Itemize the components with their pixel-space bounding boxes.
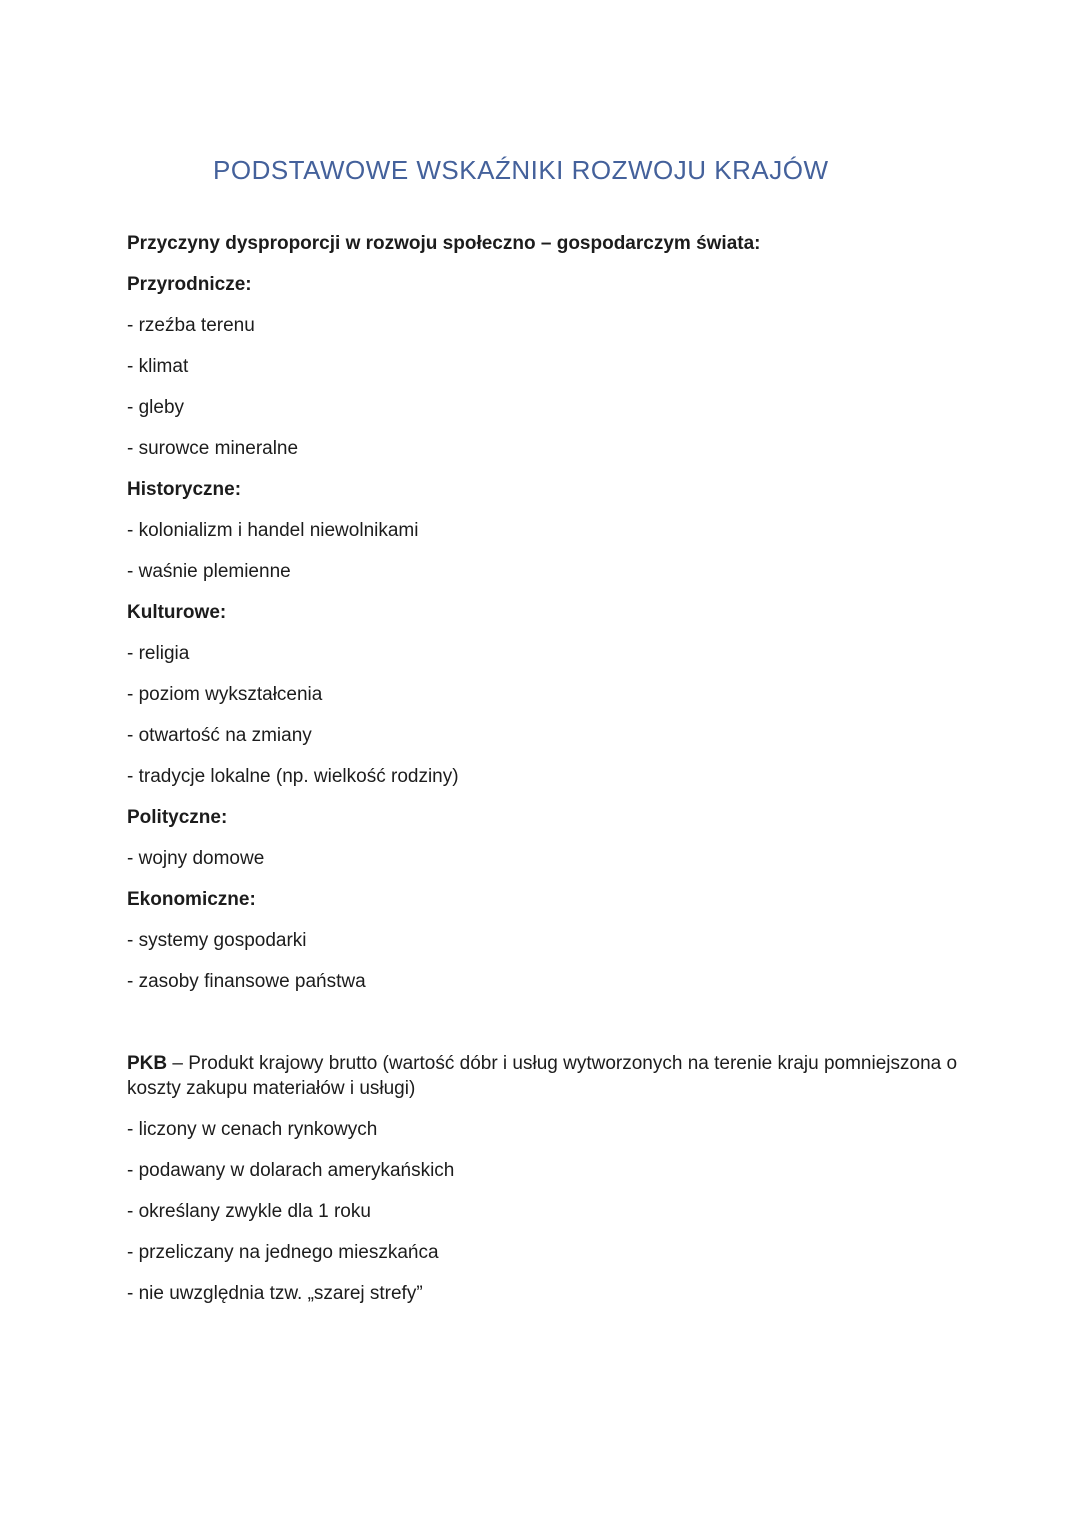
list-item: - gleby: [127, 397, 185, 418]
section-heading-ekonomiczne: Ekonomiczne:: [127, 889, 256, 910]
pkb-term: PKB: [127, 1053, 168, 1074]
list-item: - zasoby finansowe państwa: [127, 971, 366, 992]
page-title: PODSTAWOWE WSKAŹNIKI ROZWOJU KRAJÓW: [213, 155, 829, 185]
list-item: - kolonializm i handel niewolnikami: [127, 520, 419, 541]
list-item: - klimat: [127, 356, 189, 377]
section-heading-kulturowe: Kulturowe:: [127, 602, 227, 623]
list-item: - rzeźba terenu: [127, 315, 255, 336]
list-item: - przeliczany na jednego mieszkańca: [127, 1242, 439, 1263]
list-item: - liczony w cenach rynkowych: [127, 1119, 378, 1140]
section-heading-historyczne: Historyczne:: [127, 479, 242, 500]
list-item: - surowce mineralne: [127, 438, 299, 459]
list-item: - nie uwzględnia tzw. „szarej strefy”: [127, 1283, 423, 1304]
list-item: - podawany w dolarach amerykańskich: [127, 1160, 455, 1181]
pkb-definition-rest: – Produkt krajowy brutto (wartość dóbr i usług wytworzonych na terenie kraju pomniejszona o koszty zakupu materiałów i usługi): [127, 1053, 958, 1099]
list-item: - określany zwykle dla 1 roku: [127, 1201, 371, 1222]
section-heading-polityczne: Polityczne:: [127, 807, 228, 828]
blank-line: [127, 1010, 992, 1051]
list-item: - waśnie plemienne: [127, 561, 291, 582]
pkb-definition: [127, 1051, 989, 1101]
list-item: - wojny domowe: [127, 848, 265, 869]
intro-heading: Przyczyny dysproporcji w rozwoju społeczno – gospodarczym świata:: [127, 233, 761, 254]
list-item: - religia: [127, 643, 190, 664]
section-heading-przyrodnicze: Przyrodnicze:: [127, 274, 252, 295]
list-item: - otwartość na zmiany: [127, 725, 312, 746]
list-item: - tradycje lokalne (np. wielkość rodziny): [127, 766, 459, 787]
list-item: - systemy gospodarki: [127, 930, 307, 951]
list-item: - poziom wykształcenia: [127, 684, 323, 705]
